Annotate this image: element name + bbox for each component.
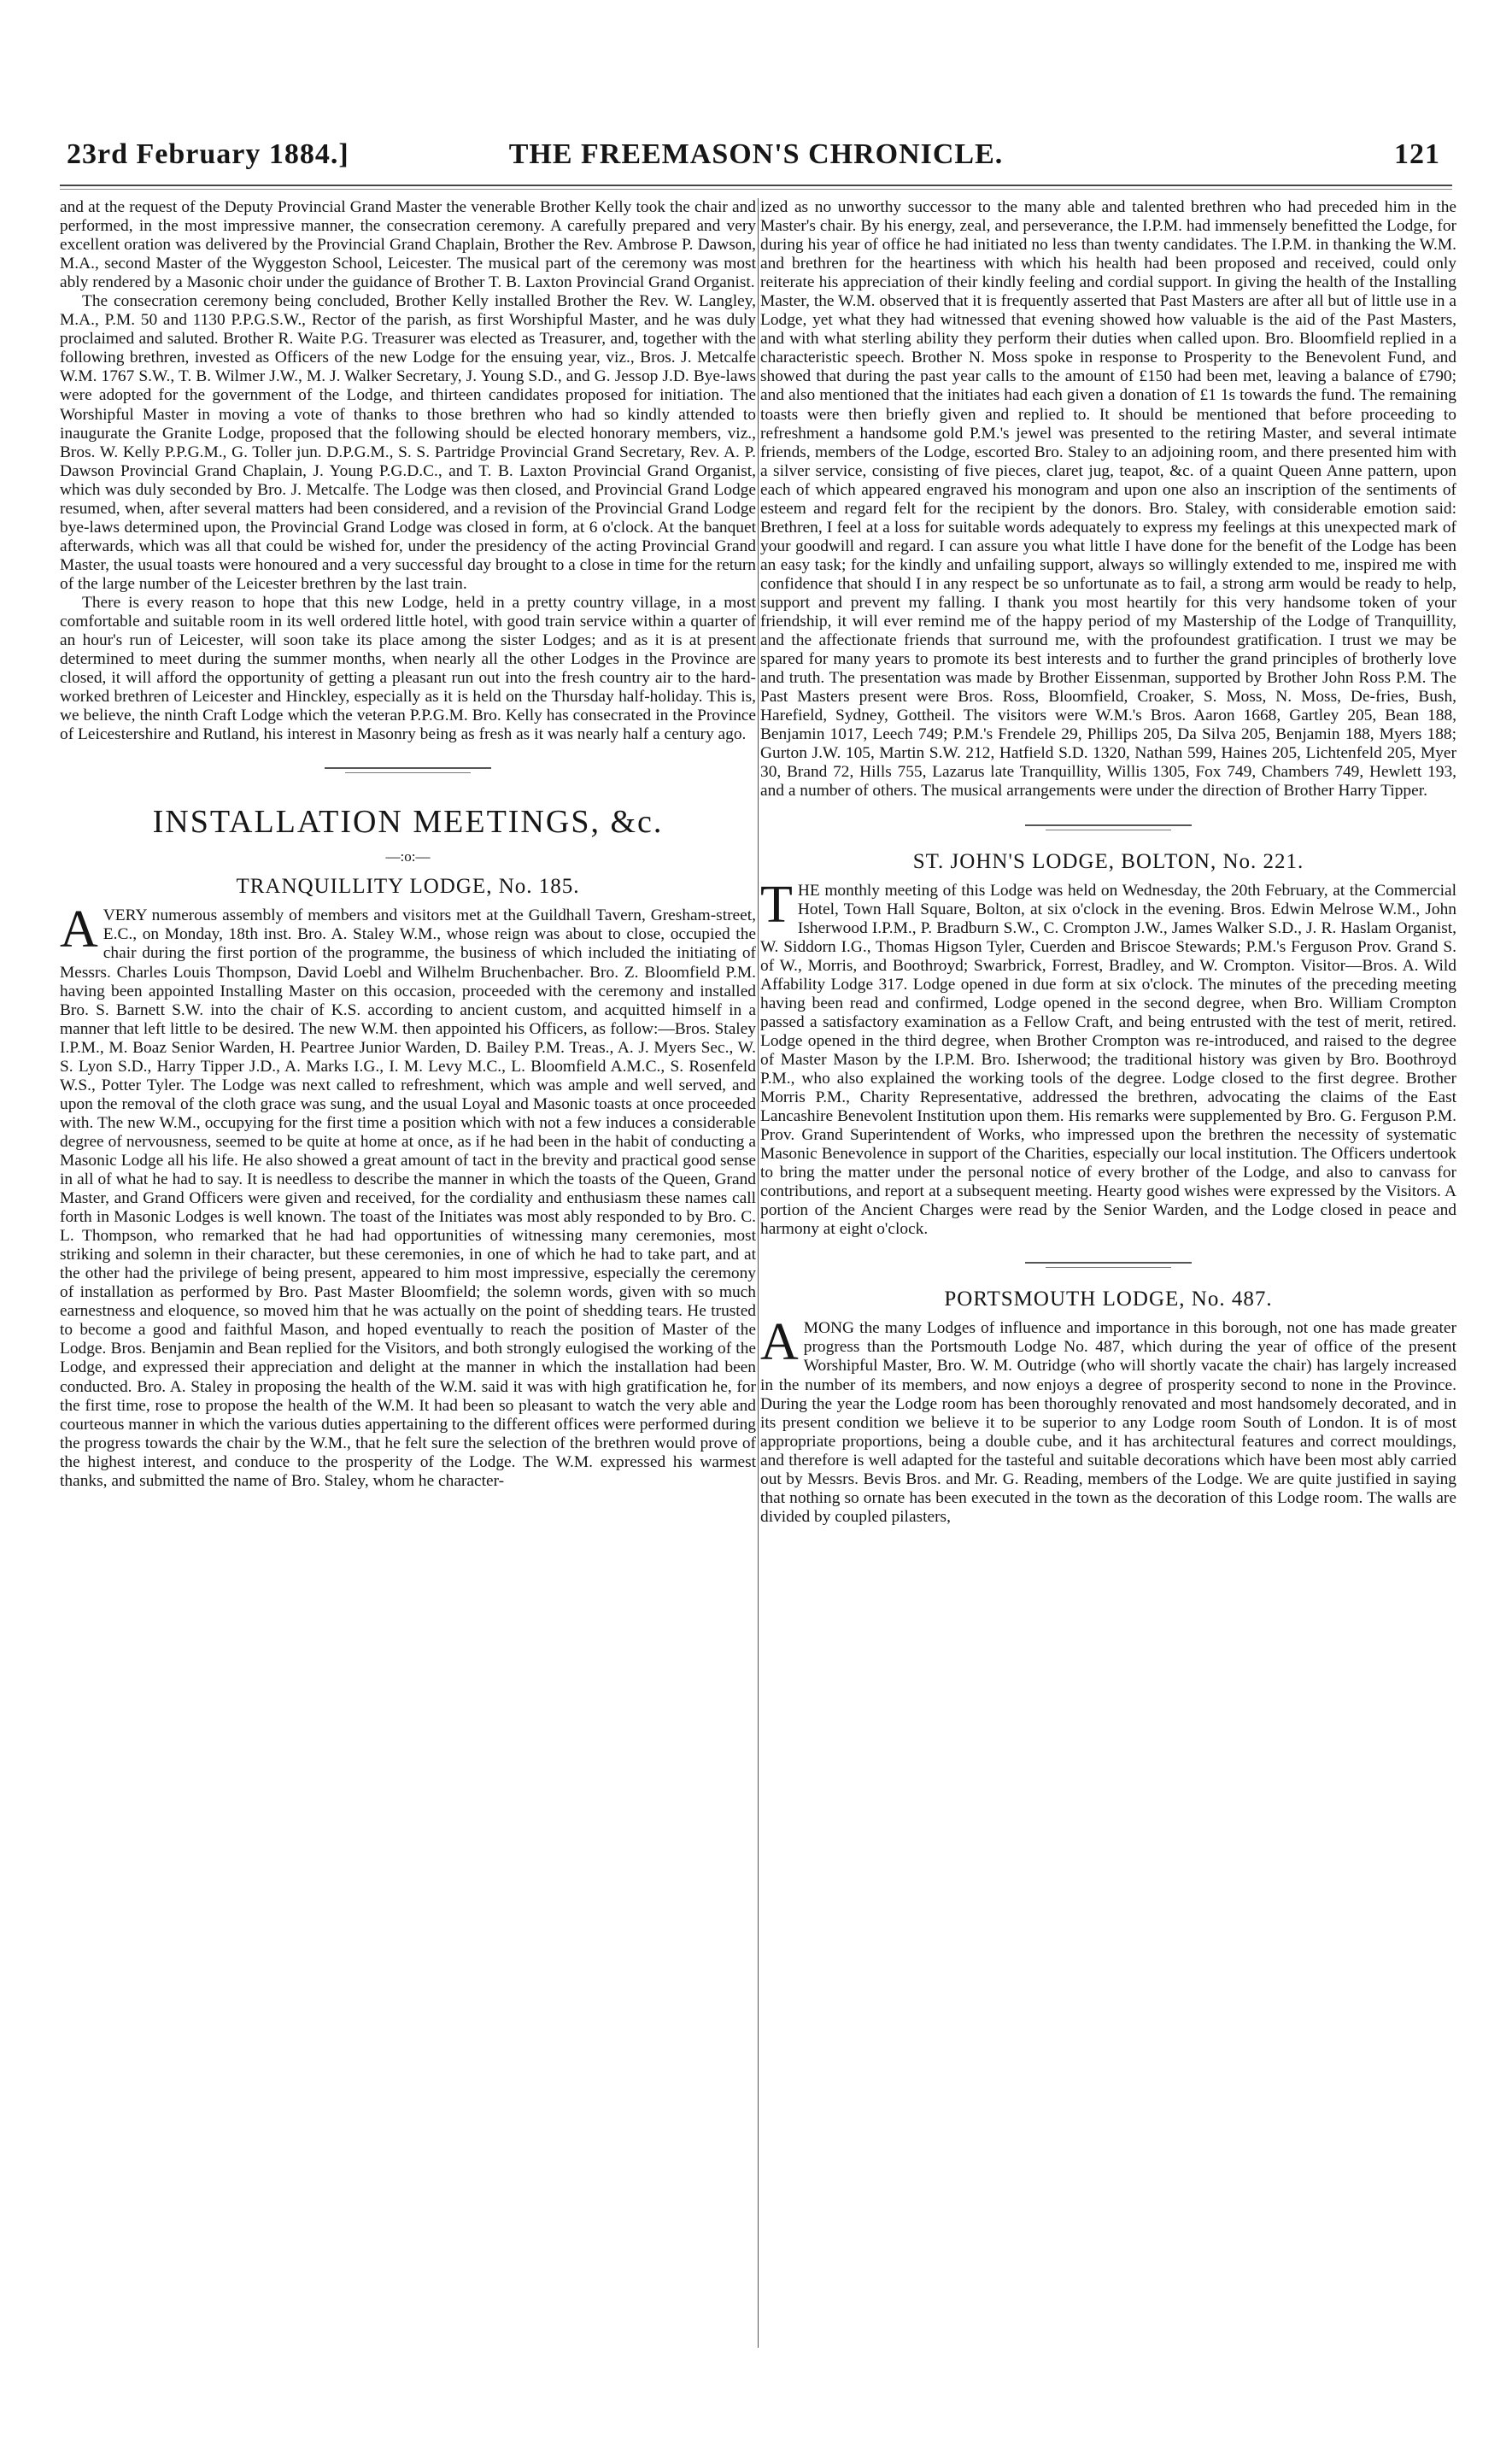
section-ornament (60, 754, 756, 783)
section-heading: INSTALLATION MEETINGS, &c. (152, 804, 664, 841)
page-header (60, 138, 1452, 183)
left-column (60, 198, 756, 2348)
lodge-heading-st-johns: ST. JOHN'S LODGE, BOLTON, No. 221. (912, 849, 1304, 873)
right-column (760, 198, 1456, 2348)
column-divider (758, 198, 759, 2348)
section-separator: —:o:— (385, 848, 431, 865)
lodge-heading-tranquillity: TRANQUILLITY LODGE, No. 185. (236, 875, 580, 899)
article-tranquillity (60, 900, 756, 1490)
article-tranquillity-text: VERY numerous assembly of members and visitors met at the Guildhall Tavern, Gresham-street, E.C., on Monday, 18th inst. Bro. A. Staley W.M., whose reign was about to close, occupied the chair during the first portion of the programme, the business of which included the initiating of Messrs. Charles Louis Thompson, David Loebl and Wilhelm Bruchenbacher. Bro. Z. Bloomfield P.M. having been appointed Installing Master on this occasion, proceeded with the ceremony and installed Bro. S. Barnett S.W. into the chair of K.S. according to ancient custom, and acquitted himself in a manner that left little to be desired. The new W.M. then appointed his Officers, as follow:—Bros. Staley I.P.M., M. Boaz Senior Warden, H. Peartree Junior Warden, D. Bailey P.M. Treas., A. J. Myers Sec., W. S. Lyon S.D., Harry Tipper J.D., A. Marks I.G., I. M. Levy M.C., L. Bloomfield A.M.C., S. Rosenfeld W.S., Potter Tyler. The Lodge was next called to refreshment, which was ample and well served, and upon the removal of the cloth grace was sung, and the usual Loyal and Masonic toasts at once proceeded with. The new W.M., occupying for the first time a position which with not a few induces a considerable degree of nervousness, seemed to be quite at home at once, as if he had been in the habit of conducting a Masonic Lodge all his life. He also showed a great amount of tact in the brevity and practical good sense in all of what he had to say. It is needless to describe the manner in which the toasts of the Queen, Grand Master, and Grand Officers were given and received, for the cordiality and enthusiasm these names call forth in Masonic Lodges is well known. The toast of the Initiates was most ably responded to by Bro. C. L. Thompson, who remarked that he had had opportunities of witnessing many ceremonies, most striking and solemn in their character, but these ceremonies, in one of which he had to take part, and at the other had the privilege of being present, appeared to him most impressive, especially the ceremony of installation as performed by Bro. Past Master Bloomfield; the solemn words, given with so much earnestness and eloquence, so moved him that he was actually on the point of shedding tears. He trusted to become a good and faithful Mason, and hoped eventually to reach the position of Master of the Lodge. Bros. Benjamin and Bean replied for the Visitors, and both strongly eulogised the working of the Lodge, and expressed their appreciation and delight at the manner in which the installation had been conducted. Bro. A. Staley in proposing the health of the W.M. said it was with high gratification he, for the first time, rose to propose the health of the W.M. It had been so pleasant to watch the very able and courteous manner in which the various duties appertaining to the different offices were performed during the progress towards the chair by the W.M., that he felt sure the selection of the brethren would prove of the highest interest, and conduce to the prosperity of the Lodge. The W.M. expressed his warmest thanks, and submitted the name of Bro. Staley, whom he character- (60, 906, 756, 1490)
header-rule-thin (60, 189, 1452, 190)
header-rule (60, 185, 1452, 186)
page-number: 121 (1394, 138, 1440, 170)
drop-cap: A (760, 1313, 799, 1372)
article-paragraph: and at the request of the Deputy Provincial Grand Master the venerable Brother Kelly took the chair and performed, in the most impressive manner, the consecration ceremony. A carefully prepared and very excellent oration was delivered by the Provincial Grand Chaplain, Brother the Rev. Ambrose P. Dawson, M.A., second Master of the Wyggeston School, Leicester. The musical part of the ceremony was most ably rendered by a Masonic choir under the guidance of Brother T. B. Laxton Provincial Grand Organist. (60, 198, 756, 292)
drop-cap: T (760, 875, 793, 934)
article-portsmouth (760, 1313, 1456, 1527)
header-date: 23rd February 1884.] (67, 138, 349, 170)
drop-cap: A (60, 900, 98, 959)
article-st-johns (760, 875, 1456, 1240)
article-portsmouth-text: MONG the many Lodges of influence and importance in this borough, not one has made greater progress than the Portsmouth Lodge No. 487, which during the year of office of the present Worshipful Master, Bro. W. M. Outridge (who will shortly vacate the chair) has largely increased in the number of its members, and now enjoys a degree of prosperity second to none in the Province. During the year the Lodge room has been thoroughly renovated and most handsomely decorated, and in its present condition we believe it to be superior to any Lodge room South of London. It is of most appropriate proportions, being a double cube, and it has architectural features and correct mouldings, and therefore is well adapted for the tasteful and suitable decorations which have been most ably carried out by Messrs. Bevis Bros. and Mr. G. Reading, members of the Lodge. We are quite justified in saying that nothing so ornate has been executed in the town as the decoration of this Lodge room. The walls are divided by coupled pilasters, (760, 1319, 1456, 1526)
section-ornament (760, 1249, 1456, 1278)
article-st-johns-text: HE monthly meeting of this Lodge was held on Wednesday, the 20th February, at the Commercial Hotel, Town Hall Square, Bolton, at six o'clock in the evening. Bros. Edwin Melrose W.M., John Isherwood I.P.M., P. Bradburn S.W., C. Crompton J.W., James Walker S.D., J. R. Haslam Organist, W. Siddorn I.G., Thomas Higson Tyler, Cuerden and Briscoe Stewards; P.M.'s Ferguson Prov. Grand S. of W., Morris, and Boothroyd; Swarbrick, Forrest, Bradley, and W. Crompton. Visitor—Bros. A. Wild Affability Lodge 317. Lodge opened in due form at six o'clock. The minutes of the preceding meeting having been read and confirmed, Lodge opened in the second degree, when Bro. William Crompton passed a satisfactory examination as a Fellow Craft, and being entrusted with the test of merit, retired. Lodge opened in the third degree, when Brother Crompton was re-introduced, and raised to the degree of Master Mason by the I.P.M. Bro. Isherwood; the traditional history was given by Bro. Boothroyd P.M., who also explained the working tools of the degree. Lodge closed to the first degree. Brother Morris P.M., Charity Representative, addressed the brethren, advocating the claims of the East Lancashire Benevolent Institution upon them. His remarks were supplemented by Bro. G. Ferguson P.M. Prov. Grand Superintendent of Works, who impressed upon the brethren the necessity of systematic Masonic Benevolence in support of the Charities, especially our local institution. The Officers undertook to bring the matter under the personal notice of every brother of the Lodge, and also to canvass for contributions, and report at a subsequent meeting. Hearty good wishes were expressed by the Visitors. A portion of the Ancient Charges were read by the Senior Warden, and the Lodge closed in peace and harmony at eight o'clock. (760, 881, 1456, 1239)
article-continuation: ized as no unworthy successor to the many able and talented brethren who had preceded him in the Master's chair. By his energy, zeal, and perseverance, the I.P.M. had immensely benefitted the Lodge, for during his year of office he had initiated no less than twenty candidates. The I.P.M. in thanking the W.M. and brethren for the heartiness with which his health had been proposed and received, could only reiterate his appreciation of their kindly feeling and cordial support. In giving the health of the Installing Master, the W.M. observed that it is frequently asserted that Past Masters are after all but of little use in a Lodge, yet what they had witnessed that evening showed how valuable is the aid of the Past Masters, and with what sterling ability they perform their duties when called upon. Bro. Bloomfield replied in a characteristic speech. Brother N. Moss spoke in response to Prosperity to the Benevolent Fund, and showed that during the past year calls to the amount of £150 had been met, leaving a balance of £790; and also mentioned that the initiates had each given a donation of £1 1s towards the fund. The remaining toasts were then briefly given and replied to. It should be mentioned that before proceeding to refreshment a handsome gold P.M.'s jewel was presented to the retiring Master, and several intimate friends, members of the Lodge, escorted Bro. Staley to an adjoining room, and there presented him with a silver service, consisting of five pieces, claret jug, teapot, &c. of a quaint Queen Anne pattern, upon each of which appeared engraved his monogram and upon one also an inscription of the sentiments of esteem and regard felt for the recipient by the donors. Bro. Staley, with considerable emotion said: Brethren, I feel at a loss for suitable words adequately to express my feelings at this unexpected mark of your goodwill and regard. I can assure you what little I have done for the benefit of the Lodge has been an easy task; for the kindly and unfailing support, always so willingly extended to me, inspired me with confidence that should I in any respect be so unfortunate as to fail, a strong arm would be ready to help, support and prevent my falling. I thank you most heartily for this very handsome token of your friendship, it will ever remind me of the happy period of my Mastership of the Lodge of Tranquillity, and the affectionate friends that surround me, with the profoundest gratification. I trust we may be spared for many years to promote its best interests and to further the grand principles of brotherly love and truth. The presentation was made by Brother Eissenman, supported by Brother John Ross P.M. The Past Masters present were Bros. Ross, Bloomfield, Croaker, S. Moss, N. Moss, De-fries, Bush, Harefield, Sydney, Gottheil. The visitors were W.M.'s Bros. Aaron 1668, Gartley 205, Bean 188, Benjamin 1017, Leech 749; P.M.'s Frendele 29, Phillips 205, Da Silva 205, Benjamin 188, Myers 188; Gurton J.W. 105, Martin S.W. 212, Hatfield S.D. 1320, Nathan 599, Haines 205, Lichtenfeld 205, Myer 30, Brand 72, Hills 755, Lazarus late Tranquillity, Willis 1305, Fox 749, Chambers 749, Hewlett 193, and a number of others. The musical arrangements were under the direction of Brother Harry Tipper. (760, 198, 1456, 801)
article-paragraph: There is every reason to hope that this new Lodge, held in a pretty country village, in a most comfortable and suitable room in its well ordered little hotel, with good train service within a quarter of an hour's run of Leicester, will soon take its place among the sister Lodges; and as it is at present determined to meet during the summer months, when nearly all the other Lodges in the Province are closed, it will afford the opportunity of getting a pleasant run out into the fresh country air to the hard-worked brethren of Leicester and Hinckley, especially as it is held on the Thursday half-holiday. This is, we believe, the ninth Craft Lodge which the veteran P.P.G.M. Bro. Kelly has consecrated in the Province of Leicestershire and Rutland, his interest in Masonry being as fresh as it was nearly half a century ago. (60, 593, 756, 744)
masthead-title: THE FREEMASON'S CHRONICLE. (508, 138, 1004, 170)
article-paragraph: The consecration ceremony being concluded, Brother Kelly installed Brother the Rev. W. Langley, M.A., P.M. 50 and 1130 P.P.G.S.W., Rector of the parish, as first Worshipful Master, and he was duly proclaimed and saluted. Brother R. Waite P.G. Treasurer was elected as Treasurer, and, together with the following brethren, invested as Officers of the new Lodge for the ensuing year, viz., Bros. J. Metcalfe W.M. 1767 S.W., T. B. Wilmer J.W., M. J. Walker Secretary, J. Young S.D., and G. Jessop J.D. Bye-laws were adopted for the government of the Lodge, and thirteen candidates proposed for initiation. The Worshipful Master in moving a vote of thanks to those brethren who had so kindly attended to inaugurate the Granite Lodge, proposed that the following should be elected honorary members, viz., Bros. W. Kelly P.P.G.M., G. Toller jun. D.P.G.M., S. S. Partridge Provincial Grand Secretary, Rev. A. P. Dawson Provincial Grand Chaplain, J. Young P.G.D.C., and T. B. Laxton Provincial Grand Organist, which was duly seconded by Bro. J. Metcalfe. The Lodge was then closed, and Provincial Grand Lodge resumed, when, after several matters had been considered, and a revision of the Provincial Grand Lodge bye-laws determined upon, the Provincial Grand Lodge was closed in form, at 6 o'clock. At the banquet afterwards, which was all that could be wished for, under the presidency of the acting Provincial Grand Master, the usual toasts were honoured and a very successful day brought to a close in time for the return of the large number of the Leicester brethren by the last train. (60, 292, 756, 593)
lodge-heading-portsmouth: PORTSMOUTH LODGE, No. 487. (944, 1288, 1273, 1311)
section-ornament (760, 812, 1456, 841)
